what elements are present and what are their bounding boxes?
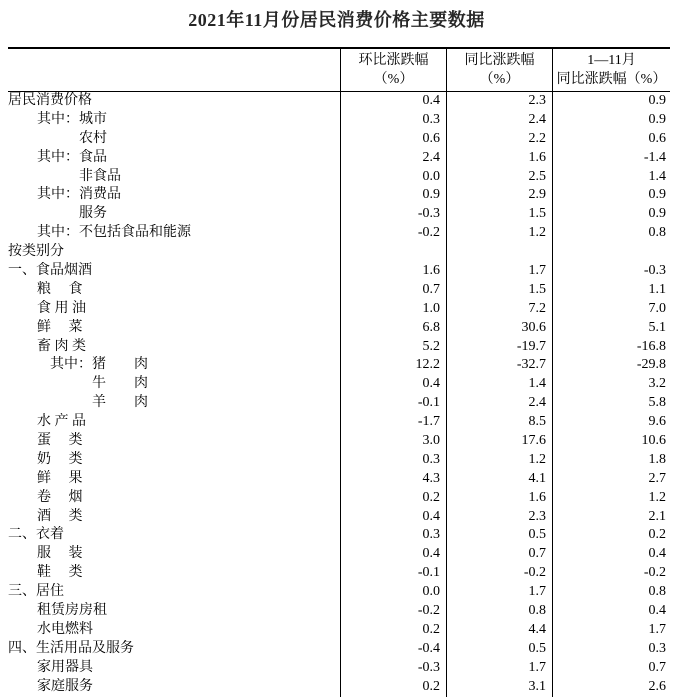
row-label: 鲜 果 [37, 470, 83, 486]
table-row [8, 451, 670, 470]
row-label: 三、居住 [8, 584, 64, 600]
table-row [8, 375, 670, 394]
row-yoy-value: 0.7 [446, 545, 552, 564]
header-yoy-column [446, 49, 552, 91]
table-row [8, 489, 670, 508]
row-ytd-value: -1.4 [552, 149, 670, 168]
table-row [8, 678, 670, 697]
row-ytd-value: 5.1 [552, 319, 670, 338]
row-label: 其中：猪 肉 [50, 357, 148, 373]
table-row [8, 564, 670, 583]
row-mom-value: 1.0 [340, 300, 446, 319]
row-ytd-value: 5.8 [552, 394, 670, 413]
row-yoy-value: 1.5 [446, 205, 552, 224]
row-ytd-value: 1.1 [552, 281, 670, 300]
row-label: 酒 类 [37, 508, 83, 524]
table-row [8, 413, 670, 432]
row-yoy-value: 1.2 [446, 224, 552, 243]
row-ytd-value: 2.1 [552, 508, 670, 527]
row-mom-value: 1.6 [340, 262, 446, 281]
row-yoy-value: 1.7 [446, 659, 552, 678]
row-mom-value: 0.7 [340, 281, 446, 300]
row-label: 服 装 [37, 546, 83, 562]
row-yoy-value: 3.1 [446, 678, 552, 697]
row-ytd-value [552, 243, 670, 262]
row-yoy-value: -19.7 [446, 338, 552, 357]
row-ytd-value: 0.9 [552, 205, 670, 224]
row-mom-value: -0.1 [340, 394, 446, 413]
row-label: 牛 肉 [50, 376, 148, 392]
row-label: 其中：消费品 [37, 187, 121, 203]
row-ytd-value: -0.2 [552, 564, 670, 583]
row-yoy-value: 1.7 [446, 583, 552, 602]
row-mom-value: 6.8 [340, 319, 446, 338]
row-ytd-value: 0.8 [552, 583, 670, 602]
row-mom-value: 0.2 [340, 621, 446, 640]
row-mom-value: 0.4 [340, 508, 446, 527]
row-label: 羊 肉 [50, 395, 148, 411]
row-ytd-value: 1.8 [552, 451, 670, 470]
row-label: 粮 食 [37, 281, 83, 297]
table-row [8, 243, 670, 262]
row-ytd-value: 1.2 [552, 489, 670, 508]
row-ytd-value: -0.3 [552, 262, 670, 281]
header-yoy-line2: （%） [479, 72, 520, 87]
row-yoy-value: 0.5 [446, 526, 552, 545]
row-ytd-value: 0.3 [552, 640, 670, 659]
row-mom-value: 2.4 [340, 149, 446, 168]
row-label: 卷 烟 [37, 489, 83, 505]
row-mom-value: 0.0 [340, 168, 446, 187]
header-ytd-line2: 同比涨跌幅（%） [556, 72, 667, 87]
table-row [8, 356, 670, 375]
row-yoy-value: 2.3 [446, 508, 552, 527]
row-mom-value: -0.3 [340, 659, 446, 678]
row-label: 其中：城市 [37, 111, 107, 127]
row-label: 水电燃料 [37, 621, 93, 637]
row-yoy-value: 7.2 [446, 300, 552, 319]
table-row [8, 545, 670, 564]
table-row [8, 394, 670, 413]
row-mom-value: -0.1 [340, 564, 446, 583]
row-label: 二、衣着 [8, 527, 64, 543]
row-yoy-value: -0.2 [446, 564, 552, 583]
row-mom-value: 0.4 [340, 92, 446, 111]
row-yoy-value: 2.3 [446, 92, 552, 111]
row-label: 非食品 [37, 168, 121, 184]
header-ytd-column [552, 49, 670, 91]
row-ytd-value: 10.6 [552, 432, 670, 451]
page-title: 2021年11月份居民消费价格主要数据 [188, 10, 485, 30]
row-ytd-value: 1.7 [552, 621, 670, 640]
row-label: 水 产 品 [37, 414, 86, 430]
table-row [8, 281, 670, 300]
table-row [8, 640, 670, 659]
row-label: 鞋 类 [37, 565, 83, 581]
row-yoy-value: 0.8 [446, 602, 552, 621]
row-yoy-value: 1.7 [446, 262, 552, 281]
row-ytd-value: 0.4 [552, 545, 670, 564]
header-item-column [8, 49, 340, 91]
row-label: 其中：不包括食品和能源 [37, 225, 191, 241]
row-mom-value: 5.2 [340, 338, 446, 357]
row-mom-value: 0.3 [340, 526, 446, 545]
row-label: 家用器具 [37, 659, 93, 675]
row-mom-value: 3.0 [340, 432, 446, 451]
row-label: 奶 类 [37, 451, 83, 467]
row-mom-value: 0.3 [340, 111, 446, 130]
row-yoy-value: 0.5 [446, 640, 552, 659]
table-row [8, 262, 670, 281]
row-label: 租赁房房租 [37, 603, 107, 619]
row-label: 蛋 类 [37, 433, 83, 449]
table-row [8, 338, 670, 357]
table-header-row [8, 49, 670, 92]
table-row [8, 621, 670, 640]
row-yoy-value [446, 243, 552, 262]
table-row [8, 224, 670, 243]
row-mom-value: -0.3 [340, 205, 446, 224]
row-yoy-value: 2.9 [446, 186, 552, 205]
table-row [8, 168, 670, 187]
row-label: 居民消费价格 [8, 93, 92, 108]
row-mom-value: 4.3 [340, 470, 446, 489]
table-row [8, 92, 670, 111]
table-row [8, 659, 670, 678]
row-ytd-value: 0.9 [552, 186, 670, 205]
row-yoy-value: 17.6 [446, 432, 552, 451]
row-ytd-value: 0.2 [552, 526, 670, 545]
table-row [8, 583, 670, 602]
header-mom-column [340, 49, 446, 91]
row-mom-value: -0.4 [340, 640, 446, 659]
row-yoy-value: 2.2 [446, 130, 552, 149]
row-ytd-value: 3.2 [552, 375, 670, 394]
row-ytd-value: 9.6 [552, 413, 670, 432]
row-mom-value: 0.0 [340, 583, 446, 602]
row-yoy-value: 1.5 [446, 281, 552, 300]
table-row [8, 111, 670, 130]
row-yoy-value: 4.1 [446, 470, 552, 489]
row-yoy-value: 1.4 [446, 375, 552, 394]
cpi-data-table [8, 47, 670, 697]
row-ytd-value: 0.8 [552, 224, 670, 243]
row-label: 其中：食品 [37, 149, 107, 165]
header-ytd-line1: 1—11月 [587, 53, 636, 68]
row-mom-value: 12.2 [340, 356, 446, 375]
row-ytd-value: 0.9 [552, 92, 670, 111]
row-label: 农村 [37, 130, 107, 146]
row-mom-value: -1.7 [340, 413, 446, 432]
row-ytd-value: 0.7 [552, 659, 670, 678]
row-yoy-value: 2.4 [446, 111, 552, 130]
row-ytd-value: 0.4 [552, 602, 670, 621]
header-mom-line2: （%） [373, 72, 414, 87]
row-yoy-value: 2.4 [446, 394, 552, 413]
row-mom-value: 0.4 [340, 545, 446, 564]
row-mom-value: 0.9 [340, 186, 446, 205]
row-yoy-value: -32.7 [446, 356, 552, 375]
row-label: 四、生活用品及服务 [8, 640, 134, 656]
table-body [8, 92, 670, 697]
header-mom-line1: 环比涨跌幅 [358, 53, 429, 68]
row-ytd-value: 7.0 [552, 300, 670, 319]
table-row [8, 508, 670, 527]
table-row [8, 186, 670, 205]
table-row [8, 300, 670, 319]
row-mom-value: 0.4 [340, 375, 446, 394]
row-label: 畜 肉 类 [37, 338, 86, 354]
table-row [8, 526, 670, 545]
row-mom-value [340, 243, 446, 262]
row-yoy-value: 4.4 [446, 621, 552, 640]
row-mom-value: -0.2 [340, 602, 446, 621]
row-yoy-value: 1.2 [446, 451, 552, 470]
row-mom-value: 0.3 [340, 451, 446, 470]
row-yoy-value: 8.5 [446, 413, 552, 432]
table-row [8, 432, 670, 451]
row-yoy-value: 2.5 [446, 168, 552, 187]
row-ytd-value: 0.6 [552, 130, 670, 149]
table-row [8, 205, 670, 224]
row-label: 一、食品烟酒 [8, 263, 92, 279]
row-label: 服务 [37, 206, 107, 222]
table-row [8, 130, 670, 149]
row-mom-value: 0.2 [340, 678, 446, 697]
row-yoy-value: 1.6 [446, 489, 552, 508]
header-yoy-line1: 同比涨跌幅 [464, 53, 535, 68]
row-yoy-value: 30.6 [446, 319, 552, 338]
row-ytd-value: -29.8 [552, 356, 670, 375]
row-ytd-value: 1.4 [552, 168, 670, 187]
row-ytd-value: 2.7 [552, 470, 670, 489]
row-mom-value: -0.2 [340, 224, 446, 243]
row-yoy-value: 1.6 [446, 149, 552, 168]
row-mom-value: 0.2 [340, 489, 446, 508]
row-label: 食 用 油 [37, 300, 86, 316]
row-label: 家庭服务 [37, 678, 93, 694]
row-ytd-value: 0.9 [552, 111, 670, 130]
row-ytd-value: -16.8 [552, 338, 670, 357]
table-row [8, 602, 670, 621]
row-label: 按类别分 [8, 244, 64, 260]
row-mom-value: 0.6 [340, 130, 446, 149]
table-row [8, 470, 670, 489]
row-label: 鲜 菜 [37, 319, 83, 335]
table-row [8, 149, 670, 168]
table-row [8, 319, 670, 338]
row-ytd-value: 2.6 [552, 678, 670, 697]
